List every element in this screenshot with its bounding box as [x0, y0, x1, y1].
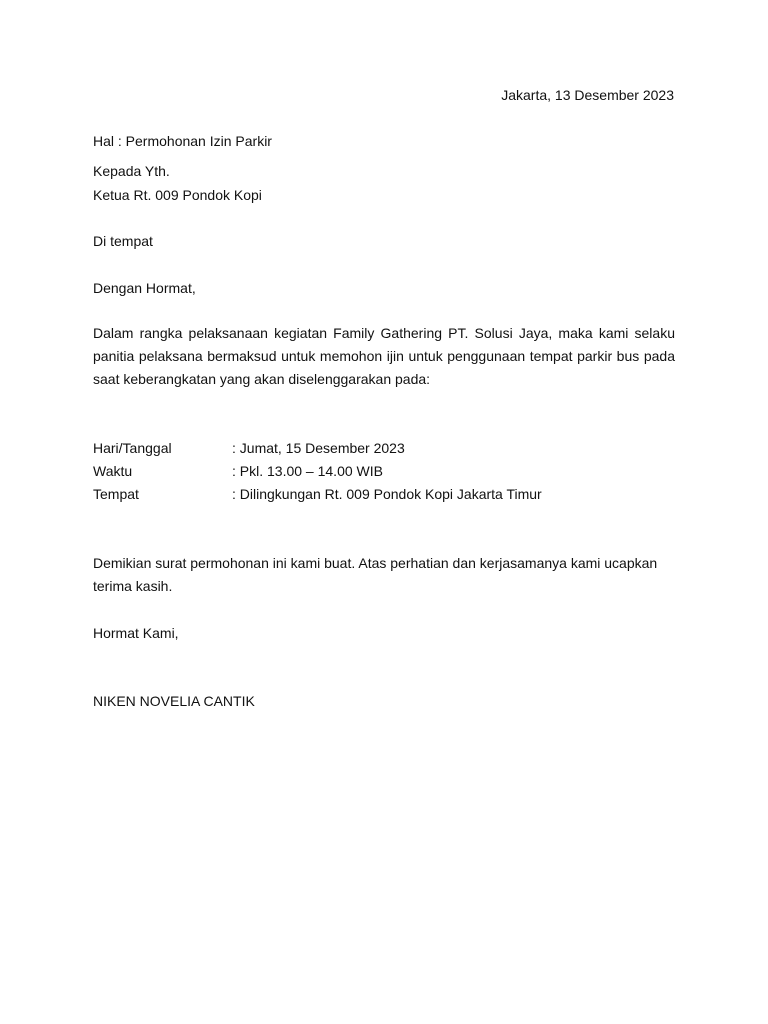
- sign-off: Hormat Kami,: [93, 625, 179, 641]
- recipient-location: Di tempat: [93, 233, 153, 249]
- detail-value: : Dilingkungan Rt. 009 Pondok Kopi Jakarta Timur: [232, 486, 542, 502]
- detail-row-place: [93, 483, 675, 506]
- closing-paragraph-line: Demikian surat permohonan ini kami buat. Atas perhatian dan kerjasamanya kami ucapkan: [93, 555, 658, 571]
- body-paragraph-line: Dalam rangka pelaksanaan kegiatan Family Gathering PT. Solusi Jaya, maka kami selaku: [93, 325, 675, 341]
- body-paragraph-line: saat keberangkatan yang akan diselenggarakan pada:: [93, 371, 431, 387]
- recipient-salutation: Kepada Yth.: [93, 163, 170, 179]
- detail-value: : Pkl. 13.00 – 14.00 WIB: [232, 463, 383, 479]
- detail-label: Hari/Tanggal: [93, 440, 172, 456]
- recipient-name: Ketua Rt. 009 Pondok Kopi: [93, 187, 262, 203]
- signatory-name: NIKEN NOVELIA CANTIK: [93, 693, 255, 709]
- detail-row-date: [93, 437, 675, 460]
- detail-label: Waktu: [93, 463, 133, 479]
- greeting: Dengan Hormat,: [93, 280, 196, 296]
- detail-value: : Jumat, 15 Desember 2023: [232, 440, 405, 456]
- letter-date: Jakarta, 13 Desember 2023: [501, 87, 674, 103]
- subject-line: Hal : Permohonan Izin Parkir: [93, 133, 272, 149]
- detail-label: Tempat: [93, 486, 139, 502]
- body-paragraph-line: panitia pelaksana bermaksud untuk memohon ijin untuk penggunaan tempat parkir bus pada: [93, 348, 675, 364]
- closing-paragraph-line: terima kasih.: [93, 578, 173, 594]
- detail-row-time: [93, 460, 675, 483]
